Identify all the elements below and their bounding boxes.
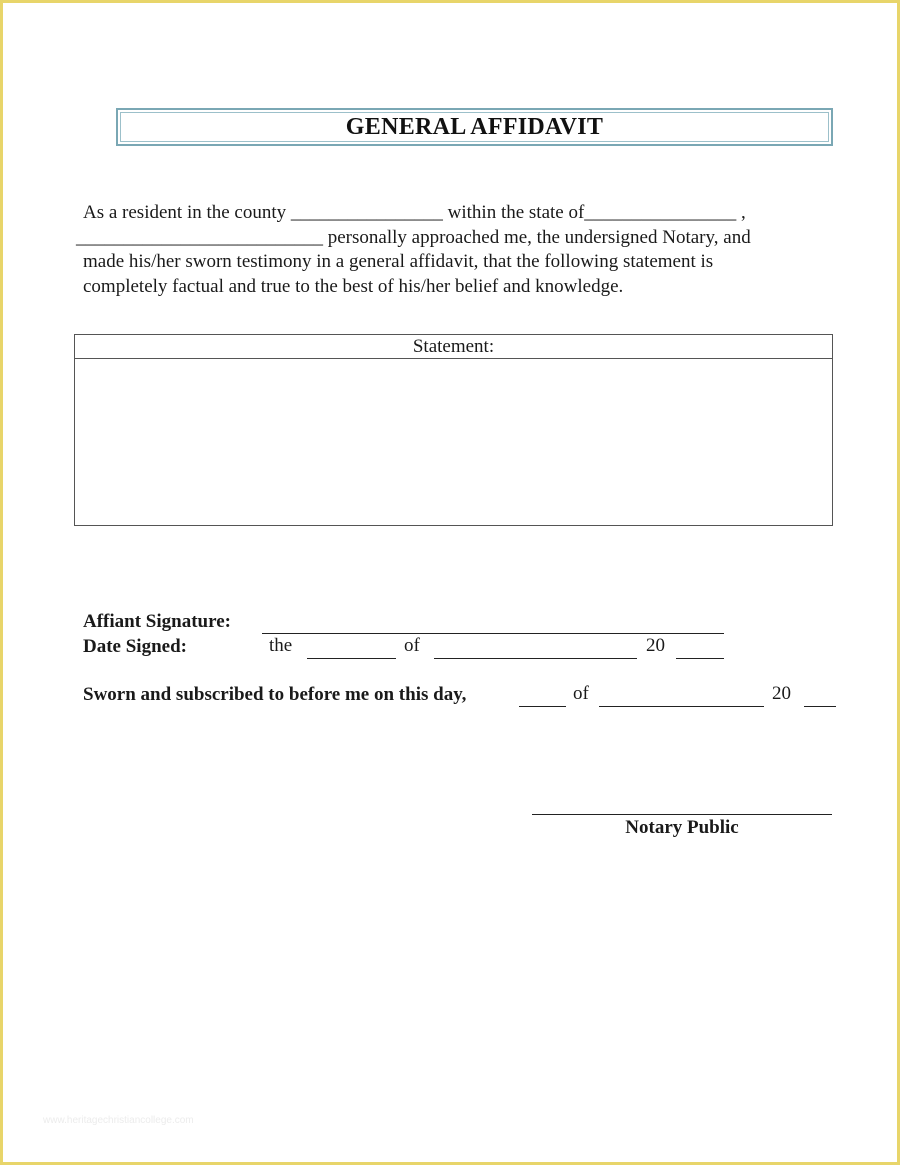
document-title: GENERAL AFFIDAVIT bbox=[345, 113, 604, 140]
footer-watermark: www.heritagechristiancollege.com bbox=[43, 1115, 194, 1126]
date-day-line[interactable] bbox=[307, 658, 396, 659]
date-month-line[interactable] bbox=[434, 658, 637, 659]
sworn-year-prefix: 20 bbox=[772, 683, 791, 704]
intro-paragraph bbox=[76, 201, 836, 299]
date-signed-label: Date Signed: bbox=[83, 636, 187, 657]
statement-field[interactable] bbox=[75, 359, 832, 525]
sworn-day-line[interactable] bbox=[519, 706, 566, 707]
sworn-of-text: of bbox=[573, 683, 589, 704]
sworn-statement: Sworn and subscribed to before me on this day, bbox=[83, 684, 467, 705]
intro-line: __________________________ personally approached me, the undersigned Notary, and bbox=[76, 226, 751, 248]
intro-line: As a resident in the county ________________ within the state of________________ , bbox=[83, 202, 746, 223]
date-year-prefix: 20 bbox=[646, 635, 665, 656]
statement-box bbox=[74, 334, 833, 526]
notary-public-label: Notary Public bbox=[625, 817, 739, 838]
intro-line: completely factual and true to the best of his/her belief and knowledge. bbox=[83, 275, 624, 297]
statement-label: Statement: bbox=[75, 335, 832, 359]
date-of-text: of bbox=[404, 635, 420, 656]
intro-line: made his/her sworn testimony in a general affidavit, that the following statement is bbox=[83, 251, 714, 272]
title-frame bbox=[116, 108, 833, 146]
date-year-line[interactable] bbox=[676, 658, 724, 659]
affiant-signature-label: Affiant Signature: bbox=[83, 611, 231, 632]
sworn-month-line[interactable] bbox=[599, 706, 764, 707]
date-the-text: the bbox=[269, 635, 293, 656]
sworn-year-line[interactable] bbox=[804, 706, 836, 707]
notary-signature-line[interactable] bbox=[532, 814, 832, 815]
